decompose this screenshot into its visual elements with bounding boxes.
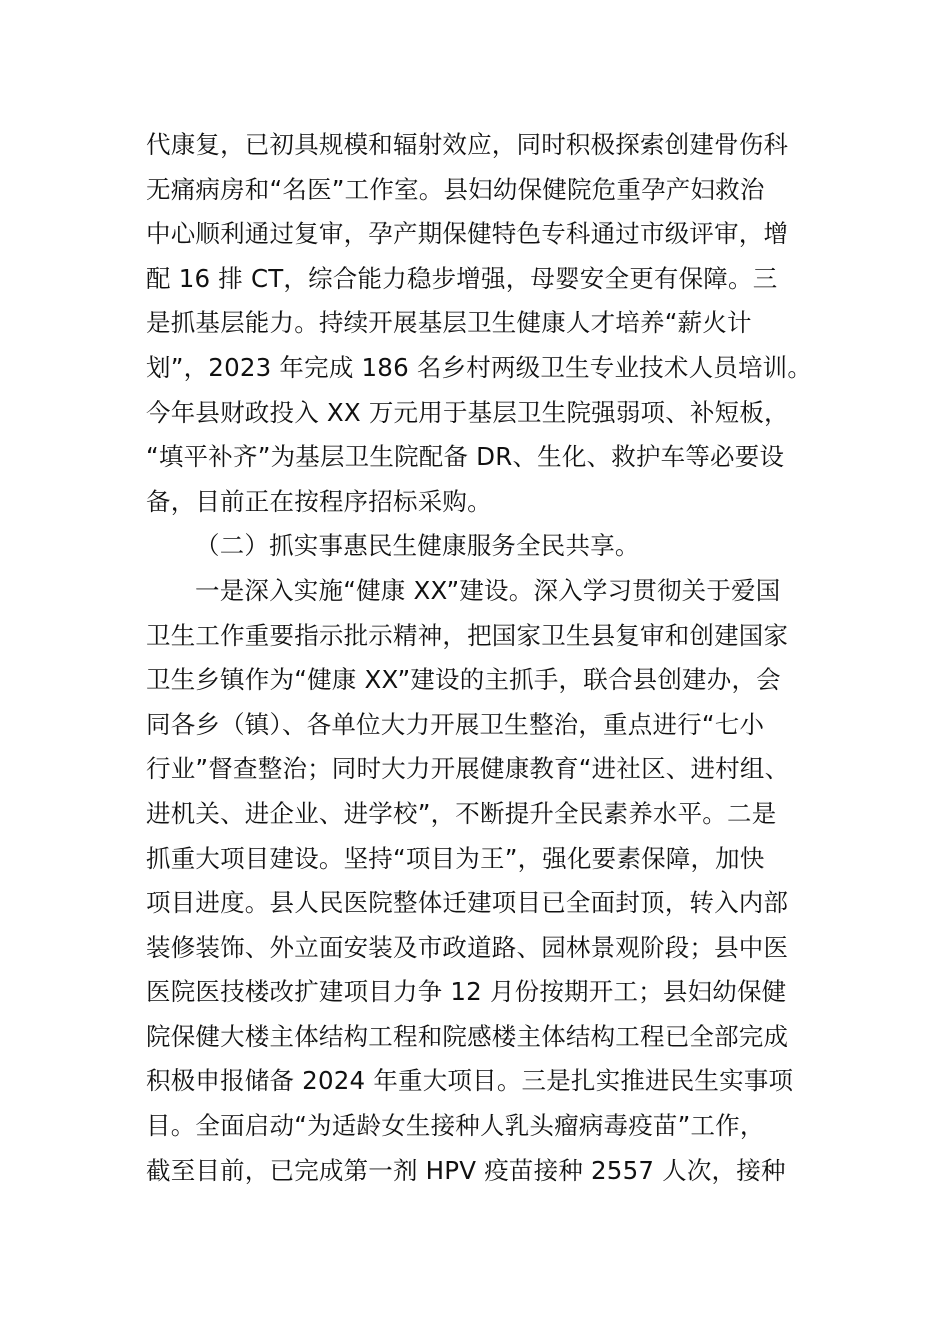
text-line: 行业”督查整治；同时大力开展健康教育“进社区、进村组、 (146, 754, 790, 784)
text-line: 装修装饰、外立面安装及市政道路、园林景观阶段；县中医 (146, 932, 789, 962)
text-line: 院保健大楼主体结构工程和院感楼主体结构工程已全部完成 (146, 1021, 789, 1051)
text-line: 抓重大项目建设。坚持“项目为王”，强化要素保障，加快 (146, 843, 765, 873)
text-line: 截至目前，已完成第一剂 HPV 疫苗接种 2557 人次，接种 (146, 1155, 786, 1185)
text-line: 进机关、进企业、进学校”，不断提升全民素养水平。二是 (146, 798, 777, 828)
text-line: 项目进度。县人民医院整体迁建项目已全面封顶，转入内部 (146, 888, 789, 918)
body-text (146, 123, 836, 1193)
text-line: “填平补齐”为基层卫生院配备 DR、生化、救护车等必要设 (146, 442, 785, 472)
text-line: 同各乡（镇）、各单位大力开展卫生整治，重点进行“七小 (146, 709, 765, 739)
text-line: 是抓基层能力。持续开展基层卫生健康人才培养“薪火计 (146, 308, 752, 338)
text-line: 卫生乡镇作为“健康 XX”建设的主抓手，联合县创建办，会 (146, 665, 781, 695)
text-line: 无痛病房和“名医”工作室。县妇幼保健院危重孕产妇救治 (146, 174, 765, 204)
text-line: 配 16 排 CT，综合能力稳步增强，母婴安全更有保障。三 (146, 263, 778, 293)
text-line: 目。全面启动“为适龄女生接种人乳头瘤病毒疫苗”工作， (146, 1111, 765, 1141)
text-line: 中心顺利通过复审，孕产期保健特色专科通过市级评审，增 (146, 219, 789, 249)
text-line: 今年县财政投入 XX 万元用于基层卫生院强弱项、补短板， (146, 397, 789, 427)
text-line: 积极申报储备 2024 年重大项目。三是扎实推进民生实事项 (146, 1066, 794, 1096)
section-heading: （二）抓实事惠民生健康服务全民共享。 (195, 531, 640, 561)
text-line: 代康复，已初具规模和辐射效应，同时积极探索创建骨伤科 (146, 130, 789, 159)
text-line: 一是深入实施“健康 XX”建设。深入学习贯彻关于爱国 (195, 575, 781, 605)
text-line: 划”，2023 年完成 186 名乡村两级卫生专业技术人员培训。 (146, 352, 813, 382)
text-line: 卫生工作重要指示批示精神，把国家卫生县复审和创建国家 (146, 620, 789, 650)
text-line: 备，目前正在按程序招标采购。 (146, 486, 492, 516)
text-line: 医院医技楼改扩建项目力争 12 月份按期开工；县妇幼保健 (146, 977, 787, 1007)
